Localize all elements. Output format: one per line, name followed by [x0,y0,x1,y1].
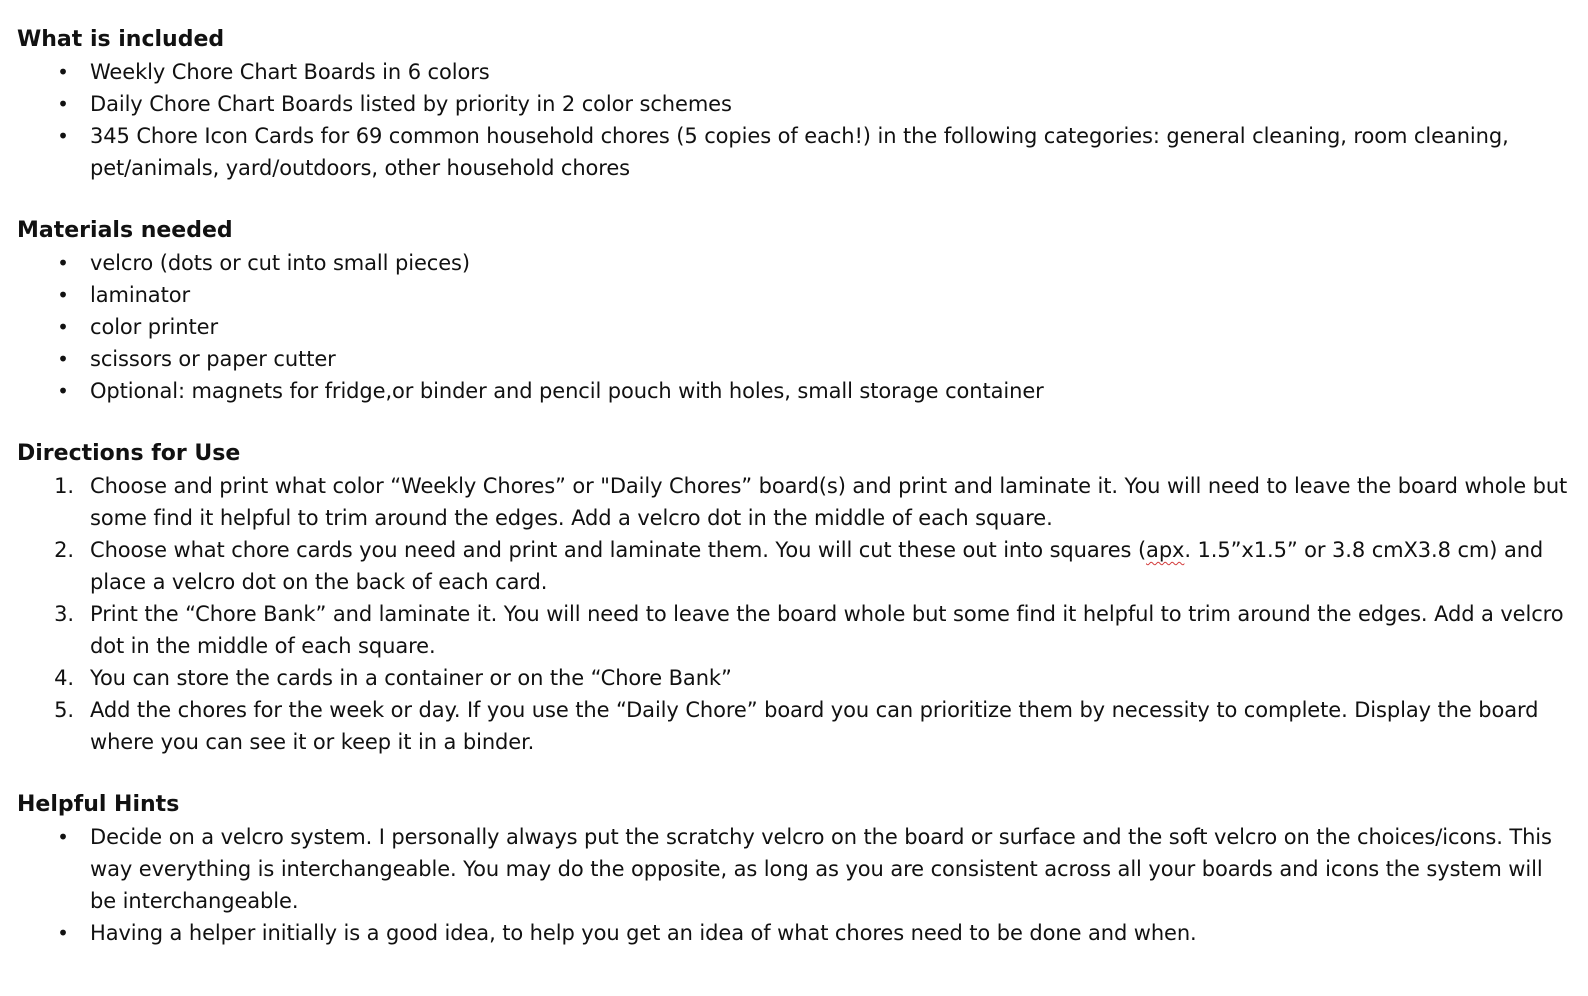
list-item [17,343,1570,375]
bullet-marker: • [57,379,69,403]
list-item-text: color printer [90,315,218,339]
list-item [17,247,1570,279]
bullet-marker: • [57,315,69,339]
list-item [17,88,1570,120]
section-materials-needed [17,215,1570,407]
list-item-text: Having a helper initially is a good idea, to help you get an idea of what chores need to be done and when. [90,921,1197,945]
list-number: 2. [54,538,74,562]
section-what-is-included [17,24,1570,184]
bullet-marker: • [57,825,69,849]
section-heading: What is included [17,27,225,52]
text-segment: Choose what chore cards you need and print and laminate them. You will cut these out into squares ( [90,538,1147,562]
bullet-list [17,56,1570,184]
bullet-marker: • [57,92,69,116]
section-heading: Directions for Use [17,441,241,466]
list-item-text: You can store the cards in a container or on the “Chore Bank” [90,666,732,690]
list-item [17,311,1570,343]
list-number: 3. [54,602,74,626]
bullet-marker: • [57,124,69,148]
list-item [17,56,1570,88]
list-number: 4. [54,666,74,690]
list-item-text: Weekly Chore Chart Boards in 6 colors [90,60,490,84]
list-item [17,375,1570,407]
list-item [17,534,1570,598]
bullet-marker: • [57,60,69,84]
section-heading: Helpful Hints [17,792,180,817]
list-item-text: Print the “Chore Bank” and laminate it. You will need to leave the board whole but some find it helpful to trim around the edges. Add a velcro dot in the middle of each square. [90,602,1564,658]
list-item-text: laminator [90,283,190,307]
list-item-text [90,538,1543,594]
bullet-marker: • [57,283,69,307]
bullet-marker: • [57,347,69,371]
list-item [17,662,1570,694]
list-item [17,598,1570,662]
bullet-list [17,821,1570,949]
bullet-marker: • [57,921,69,945]
spellcheck-flagged-word[interactable]: apx [1146,538,1185,562]
list-number: 5. [54,698,74,722]
section-helpful-hints [17,789,1570,949]
bullet-list [17,247,1570,407]
list-number: 1. [54,474,74,498]
list-item [17,917,1570,949]
list-item-text: Choose and print what color “Weekly Chores” or "Daily Chores” board(s) and print and laminate it. You will need to leave the board whole but some find it helpful to trim around the edges. Add a velcro dot in the middle of each square. [90,474,1568,530]
list-item [17,694,1570,758]
list-item-text: Decide on a velcro system. I personally always put the scratchy velcro on the board or surface and the soft velcro on the choices/icons. This way everything is interchangeable. You may do the opposite, as long as you are consistent across all your boards and icons the system will be interchangeable. [90,825,1552,913]
list-item [17,120,1570,184]
list-item-text: Optional: magnets for fridge,or binder and pencil pouch with holes, small storage container [90,379,1044,403]
list-item-text: 345 Chore Icon Cards for 69 common household chores (5 copies of each!) in the following categories: general cleaning, room cleaning, pet/animals, yard/outdoors, other household chores [90,124,1509,180]
list-item [17,470,1570,534]
numbered-list [17,470,1570,758]
text-segment: . 1.5”x1.5” or 3.8 cmX3.8 cm) and place a velcro dot on the back of each card. [90,538,1544,594]
list-item [17,279,1570,311]
list-item-text: Daily Chore Chart Boards listed by priority in 2 color schemes [90,92,732,116]
bullet-marker: • [57,251,69,275]
list-item-text: velcro (dots or cut into small pieces) [90,251,470,275]
list-item [17,821,1570,917]
section-directions-for-use [17,438,1570,758]
section-heading: Materials needed [17,218,233,243]
list-item-text: scissors or paper cutter [90,347,336,371]
list-item-text: Add the chores for the week or day. If you use the “Daily Chore” board you can prioritize them by necessity to complete. Display the board where you can see it or keep it in a binder. [90,698,1539,754]
